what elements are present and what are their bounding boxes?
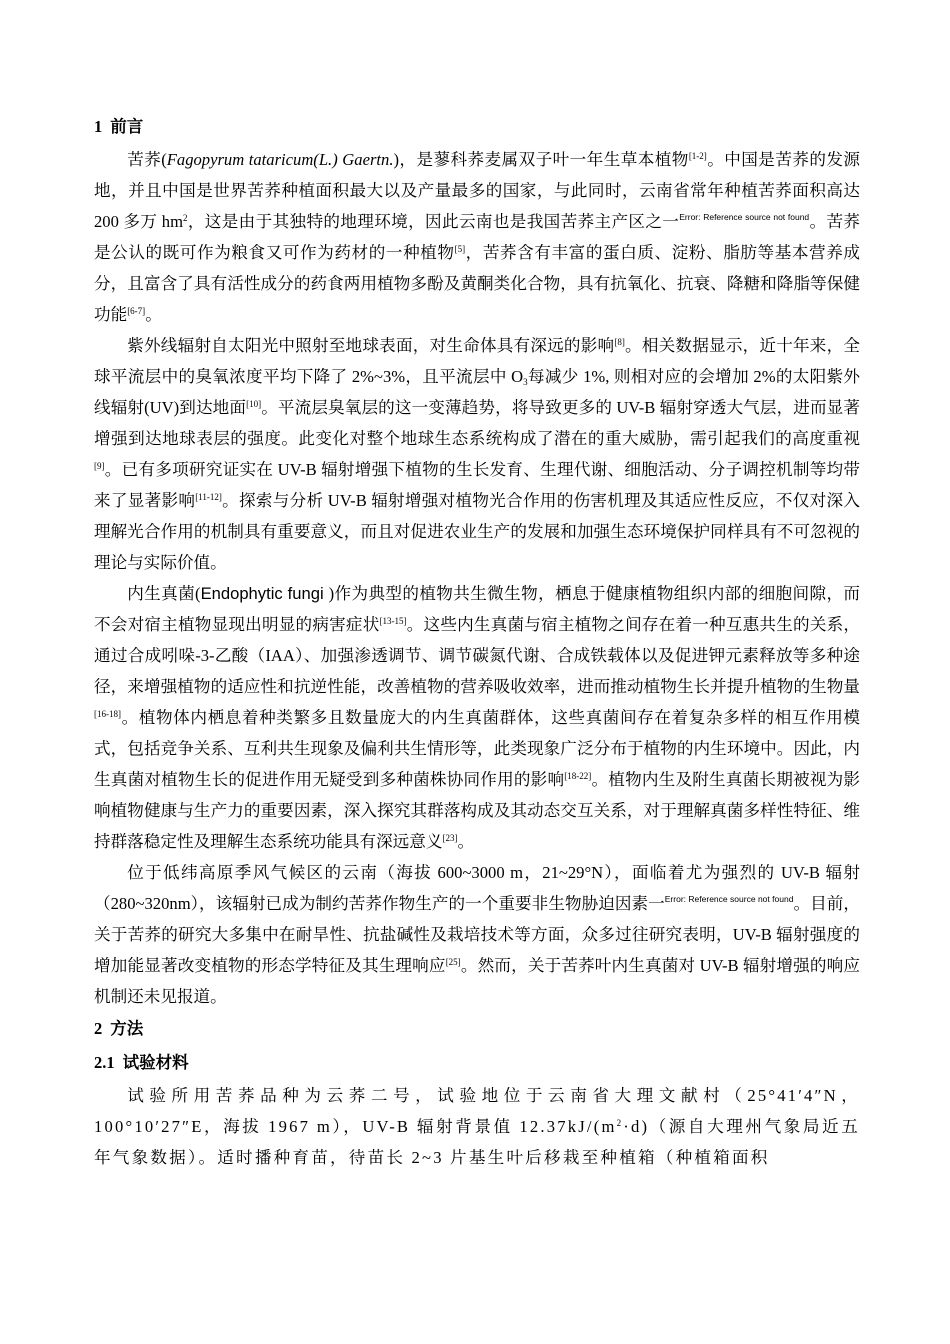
text-run: 位于低纬高原季风气候区的云南（海拔 600~3000 m，21~29°N），面临着尤为强烈的 UV-B 辐射（280~320nm），该辐射已成为制约苦荞作物生产的一个重要非生物胁迫因素一 — [94, 863, 860, 913]
section-title: 前言 — [110, 117, 144, 136]
text-run: ，这是由于其独特的地理环境，因此云南也是我国苦荞主产区之一 — [187, 212, 680, 231]
text-run: 试验所用苦荞品种为云荞二号，试验地位于云南省大理文献村（25°41′4″N，100°10′27″E，海拔 1967 m），UV-B 辐射背景值 12.37kJ/(m — [94, 1086, 860, 1136]
citation-ref: [16-18] — [94, 709, 121, 719]
text-run: 。然而，关于苦荞叶内生真菌对 UV-B 辐射增强的响应机制还未见报道。 — [94, 956, 861, 1006]
citation-ref: [11-12] — [195, 492, 222, 502]
section-number: 1 — [94, 117, 103, 136]
text-run: 每减少 1%, 则相对应的会增加 2%的太阳紫外线辐射(UV)到达地面 — [94, 367, 860, 417]
citation-ref: [18-22] — [564, 771, 592, 781]
text-run: 。 — [457, 832, 475, 851]
text-run: 。相关数据显示，近十年来，全球平流层中的臭氧浓度平均下降了 2%~3%，且平流层中 O — [94, 336, 860, 386]
citation-ref: [25] — [445, 957, 461, 967]
text-run: )作为典型的植物共生微生物，栖息于健康植物组织内部的细胞间隙，而不会对宿主植物显现出明显的病害症状 — [94, 584, 860, 634]
paragraph-test-materials — [94, 1080, 860, 1173]
section-number: 2 — [94, 1019, 103, 1038]
text-run: 。目前，关于苦荞的研究大多集中在耐旱性、抗盐碱性及栽培技术等方面，众多过往研究表明，UV-B 辐射强度的增加能显著改变植物的形态学特征及其生理响应 — [94, 894, 860, 975]
text-run: 紫外线辐射自太阳光中照射至地球表面，对生命体具有深远的影响 — [127, 336, 615, 355]
section-title: 试验材料 — [122, 1053, 189, 1072]
superscript: 2 — [182, 213, 188, 223]
section-number: 2.1 — [94, 1053, 115, 1072]
section-heading-introduction — [94, 110, 860, 144]
citation-ref: [23] — [442, 833, 458, 843]
section-heading-methods — [94, 1012, 860, 1046]
paragraph-tartary-buckwheat — [94, 144, 860, 330]
paragraph-endophytic-fungi — [94, 578, 860, 857]
subsection-heading-materials — [94, 1046, 860, 1080]
text-run: 。 — [145, 305, 162, 324]
reference-error: Error: Reference source not found — [664, 894, 794, 904]
text-run: 。植物内生及附生真菌长期被视为影响植物健康与生产力的重要因素，深入探究其群落构成及其动态交互关系，对于理解真菌多样性特征、维持群落稳定性及理解生态系统功能具有深远意义 — [94, 770, 861, 851]
text-run: 。植物体内栖息着种类繁多且数量庞大的内生真菌群体，这些真菌间存在着复杂多样的相互作用模式，包括竞争关系、互利共生现象及偏利共生情形等，此类现象广泛分布于植物的内生环境中。因此，内生真菌对植物生长的促进作用无疑受到多种菌株协同作用的影响 — [94, 708, 860, 789]
citation-ref: [8] — [614, 337, 625, 347]
text-run: 。平流层臭氧层的这一变薄趋势，将导致更多的 UV-B 辐射穿透大气层，进而显著增强到达地球表层的强度。此变化对整个地球生态系统构成了潜在的重大威胁，需引起我们的高度重视 — [94, 398, 860, 448]
citation-ref: [9] — [94, 461, 105, 471]
text-run: 。已有多项研究证实在 UV-B 辐射增强下植物的生长发育、生理代谢、细胞活动、分子调控机制等均带来了显著影响 — [94, 460, 860, 510]
citation-ref: [1-2] — [688, 151, 707, 161]
text-run: 。这些内生真菌与宿主植物之间存在着一种互惠共生的关系，通过合成吲哚-3-乙酸（IAA）、加强渗透调节、调节碳氮代谢、合成铁载体以及促进钾元素释放等多种途径，来增强植物的适应性和抗逆性能，改善植物的营养吸收效率，进而推动植物生长并提升植物的生物量 — [94, 615, 861, 696]
text-run: 。苦荞是公认的既可作为粮食又可作为药材的一种植物 — [94, 212, 860, 262]
paragraph-uv-radiation — [94, 330, 860, 578]
text-run: 。中国是苦荞的发源地，并且中国是世界苦荞种植面积最大以及产量最多的国家，与此同时，云南省常年种植苦荞面积高达 200 多万 hm — [94, 150, 861, 231]
superscript: 2 — [616, 1118, 624, 1128]
citation-ref: [10] — [246, 399, 262, 409]
section-title: 方法 — [110, 1019, 144, 1038]
english-term: Endophytic fungi — [200, 584, 329, 603]
citation-ref: [5] — [454, 244, 466, 254]
document-page — [94, 110, 860, 1173]
text-run: 。探索与分析 UV-B 辐射增强对植物光合作用的伤害机理及其适应性反应，不仅对深入理解光合作用的机制具有重要意义，而且对促进农业生产的发展和加强生态环境保护同样具有不可忽视的理论与实际价值。 — [94, 491, 860, 572]
citation-ref: [6-7] — [127, 306, 146, 316]
latin-species-name: Fagopyrum tataricum(L.) Gaertn. — [166, 150, 394, 169]
text-run: ·d)（源自大理州气象局近五年气象数据）。适时播种育苗，待苗长 2~3 片基生叶后移栽至种植箱（种植箱面积 — [94, 1117, 861, 1167]
text-run: 苦荞( — [127, 150, 167, 169]
reference-error: Error: Reference source not found — [679, 212, 810, 222]
subscript: 3 — [523, 377, 528, 387]
citation-ref: [13-15] — [379, 616, 407, 626]
text-run: )，是蓼科荞麦属双子叶一年生草本植物 — [393, 150, 689, 169]
paragraph-yunnan-uvb — [94, 857, 860, 1012]
text-run: ，苦荞含有丰富的蛋白质、淀粉、脂肪等基本营养成分，且富含了具有活性成分的药食两用植物多酚及黄酮类化合物，具有抗氧化、抗衰、降糖和降脂等保健功能 — [94, 243, 860, 324]
text-run: 内生真菌( — [127, 584, 201, 603]
